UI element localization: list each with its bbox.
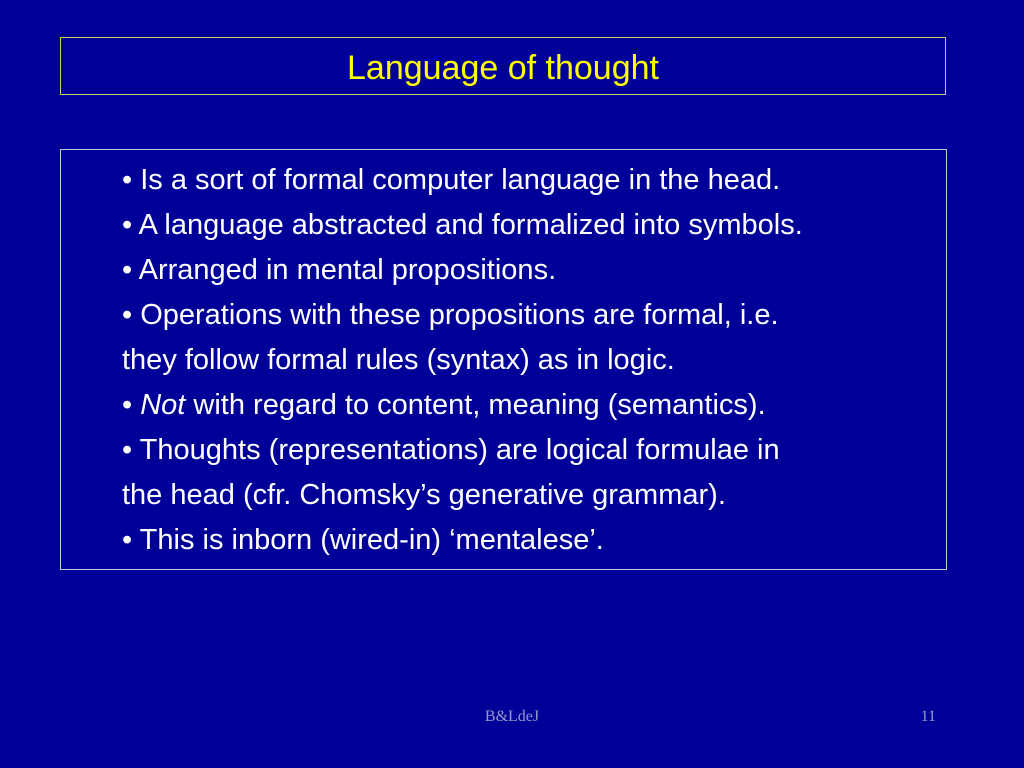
emphasis-not: Not [140,389,186,421]
bullet-line-6-continued: the head (cfr. Chomsky’s generative grammar). [122,479,726,511]
bullet-line-7: • This is inborn (wired-in) ‘mentalese’. [122,524,604,556]
bullet-line-6: • Thoughts (representations) are logical formulae in [122,434,780,466]
bullet-line-4: • Operations with these propositions are formal, i.e. [122,299,779,331]
bullet-line-5 [122,383,942,428]
slide-title: Language of thought [347,49,659,87]
slide-footer: B&LdeJ [484,708,540,725]
bullet-list [122,158,942,563]
slide-title-box [60,37,946,95]
bullet-marker: • [122,389,141,421]
bullet-line-3: • Arranged in mental propositions. [122,254,557,286]
bullet-line-5-rest: with regard to content, meaning (semantics). [185,389,766,421]
bullet-line-2: • A language abstracted and formalized into symbols. [122,209,803,241]
slide-content-box [60,149,947,570]
page-number: 11 [920,708,936,725]
bullet-line-1: • Is a sort of formal computer language in the head. [122,164,781,196]
bullet-line-4-continued: they follow formal rules (syntax) as in logic. [122,344,675,376]
